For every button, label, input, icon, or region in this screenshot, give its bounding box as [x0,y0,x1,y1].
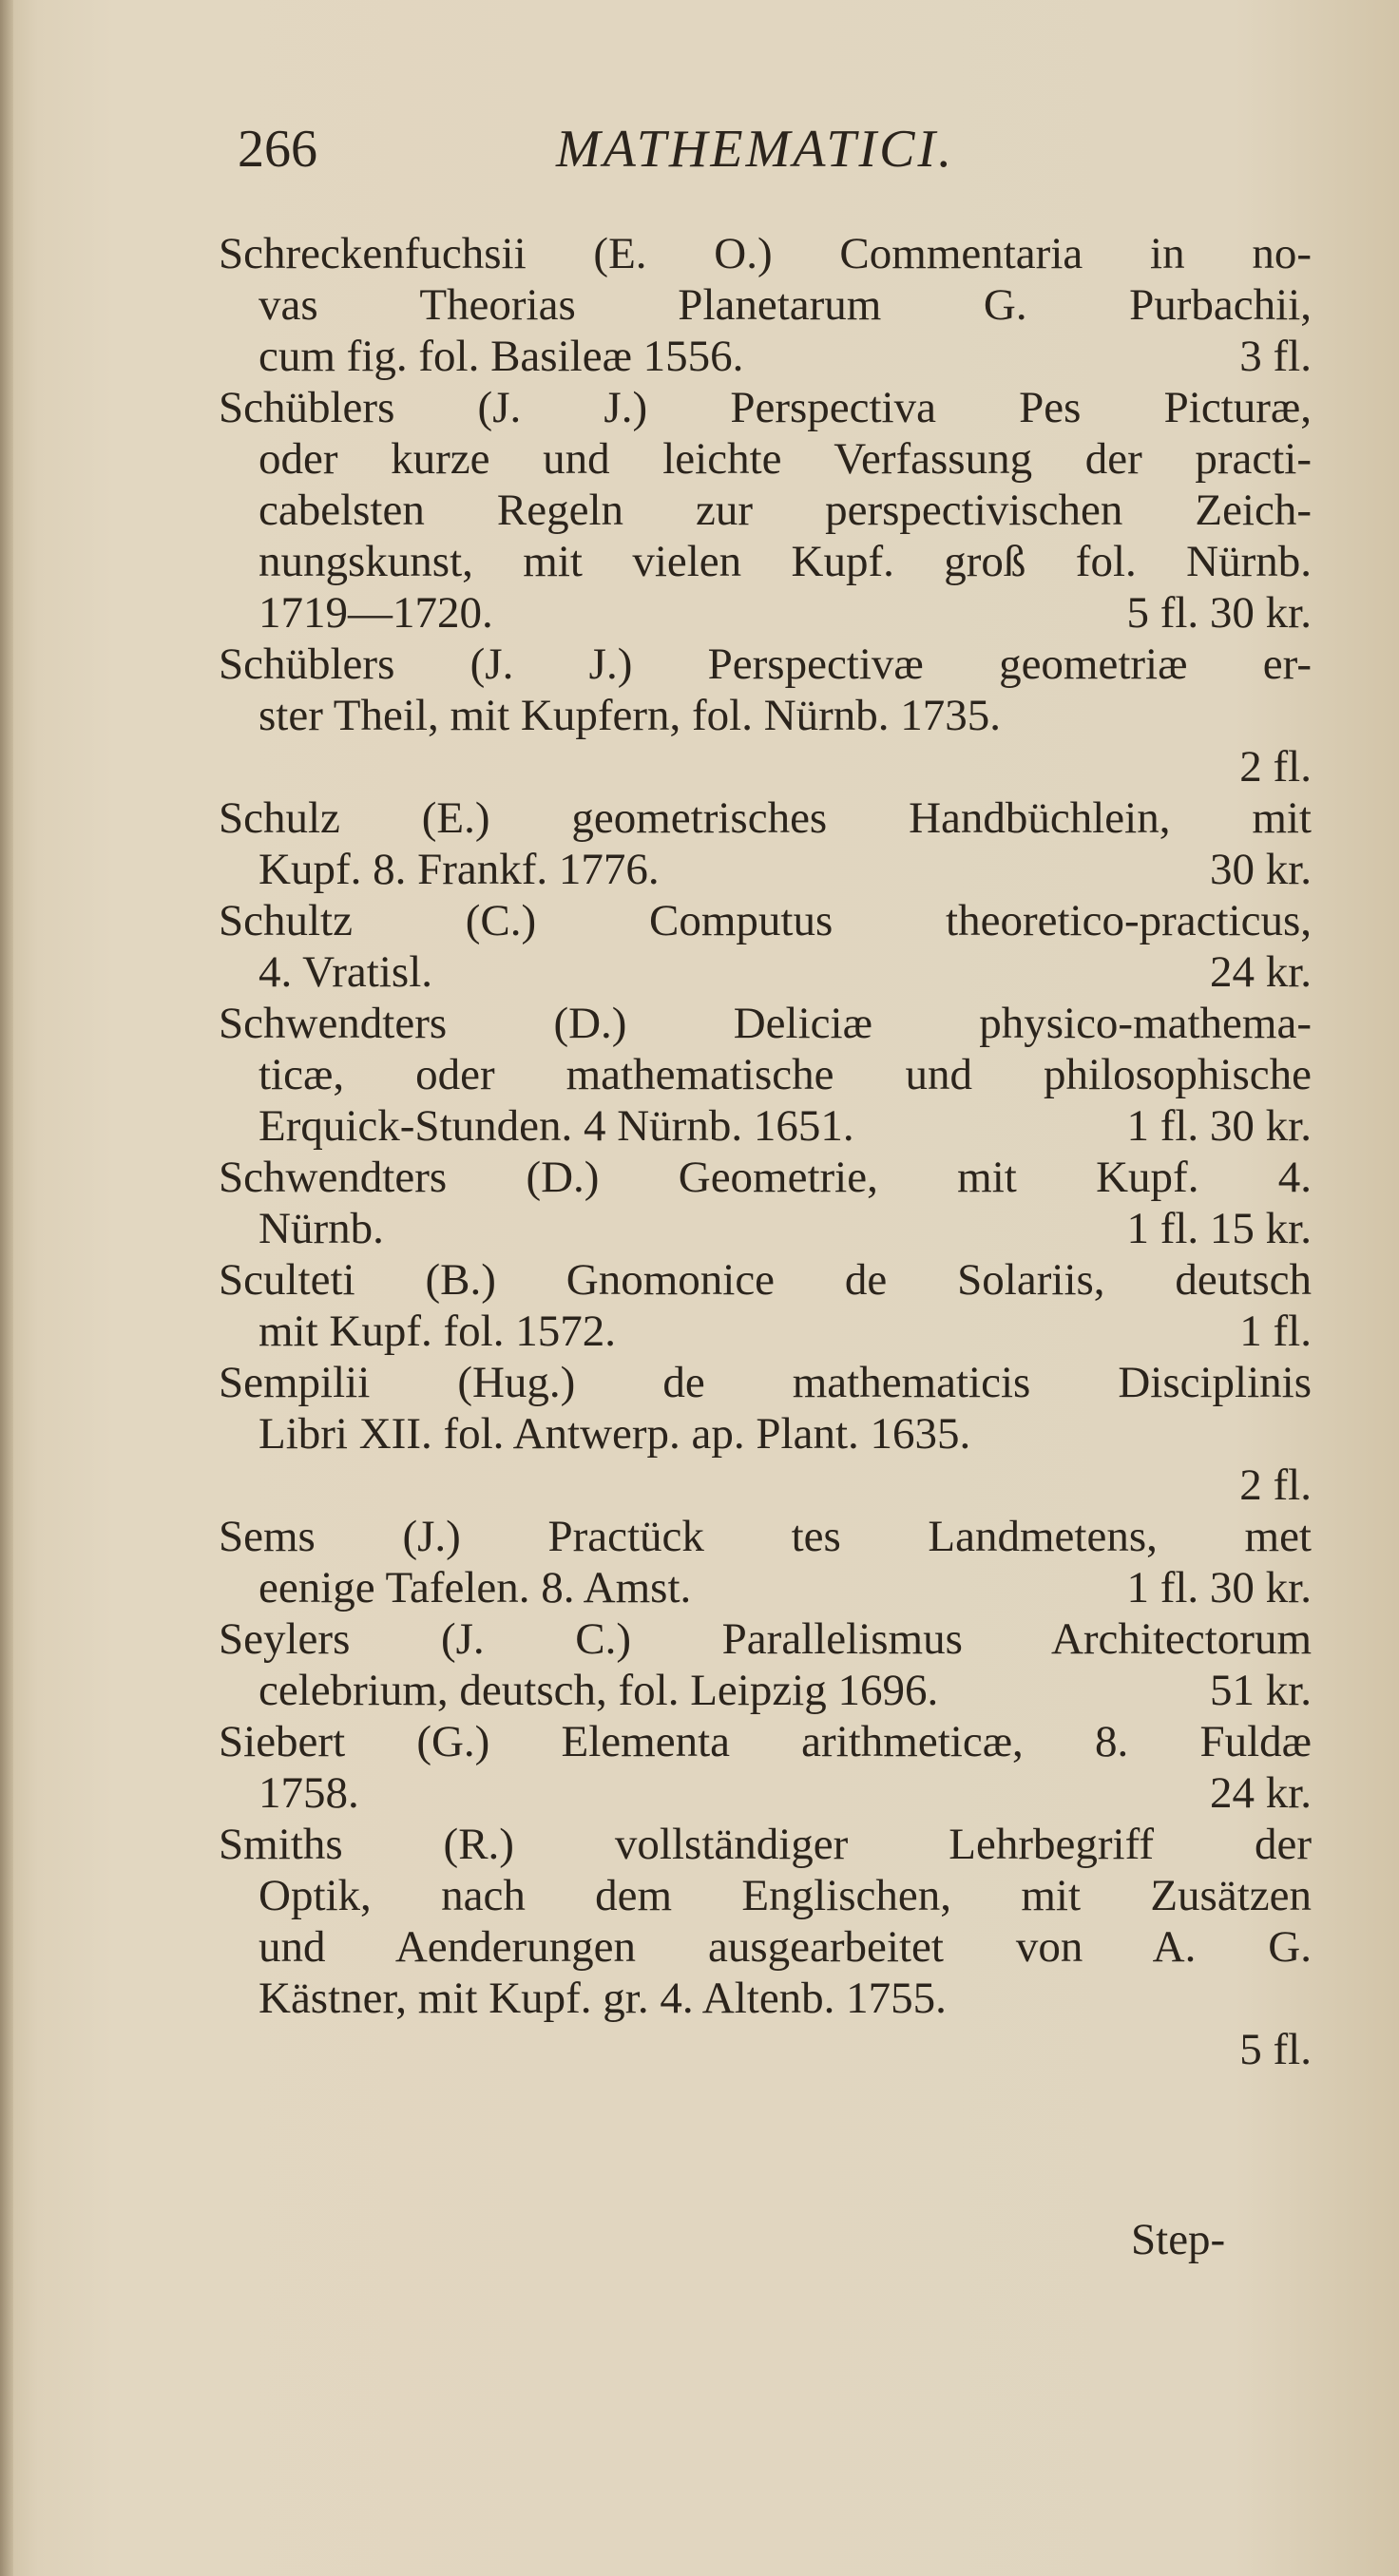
entry-line-text: eenige Tafelen. 8. Amst. [259,1563,692,1612]
entry-continuation-line [219,1203,1312,1254]
entry-continuation-line [219,587,1312,639]
entry-heading-line: Sempilii (Hug.) de mathematicis Disciplinis [219,1358,1312,1407]
entry-price-line [219,1460,1312,1511]
entry-continuation-line [219,1767,1312,1819]
entry-continuation-line [219,331,1312,382]
page-edge-shadow [0,0,13,2576]
catalog-entry [219,382,1312,639]
entry-line-text: Erquick-Stunden. 4 Nürnb. 1651. [259,1101,854,1151]
catalog-entries [219,228,1312,2075]
entry-line-text: 1719—1720. [259,588,493,638]
entry-continuation-line: Libri XII. fol. Antwerp. ap. Plant. 1635. [259,1409,971,1459]
entry-price: 3 fl. [1239,332,1312,381]
catalog-entry [219,1511,1312,1613]
entry-continuation-line: cabelsten Regeln zur perspectivischen Zeich- [259,486,1312,535]
entry-continuation-line: ticæ, oder mathematische und philosophische [259,1050,1312,1099]
entry-price: 1 fl. 15 kr. [1126,1204,1312,1253]
catalog-entry [219,1716,1312,1819]
entry-heading-line: Sems (J.) Practück tes Landmetens, met [219,1512,1312,1561]
entry-price: 1 fl. [1239,1307,1312,1356]
entry-heading-line: Smiths (R.) vollständiger Lehrbegriff der [219,1820,1312,1869]
entry-continuation-line: oder kurze und leichte Verfassung der practi- [259,434,1312,484]
entry-heading-line: Schreckenfuchsii (E. O.) Commentaria in no- [219,229,1312,278]
entry-heading-line: Seylers (J. C.) Parallelismus Architectorum [219,1614,1312,1664]
entry-line-text: celebrium, deutsch, fol. Leipzig 1696. [259,1666,939,1715]
entry-heading-line: Schüblers (J. J.) Perspectiva Pes Picturæ, [219,383,1312,432]
entry-price-line [219,2024,1312,2075]
entry-continuation-line: vas Theorias Planetarum G. Purbachii, [259,280,1312,330]
entry-price: 5 fl. 30 kr. [1126,588,1312,638]
page-header [228,119,1179,195]
entry-line-text: Kupf. 8. Frankf. 1776. [259,845,660,894]
entry-heading-line: Schwendters (D.) Geometrie, mit Kupf. 4. [219,1153,1312,1202]
entry-continuation-line [219,1562,1312,1613]
catalog-entry [219,998,1312,1152]
catalog-entry [219,1357,1312,1511]
entry-price: 1 fl. 30 kr. [1126,1101,1312,1151]
page-number: 266 [238,120,317,179]
entry-continuation-line [219,1100,1312,1152]
entry-line-text: Nürnb. [259,1204,384,1253]
entry-continuation-line: Kästner, mit Kupf. gr. 4. Altenb. 1755. [259,1974,947,2023]
running-title: MATHEMATICI. [556,120,955,179]
entry-heading-line: Siebert (G.) Elementa arithmeticæ, 8. Fuldæ [219,1717,1312,1766]
entry-line-text: 1758. [259,1768,359,1818]
entry-price: 51 kr. [1209,1666,1312,1715]
entry-price: 24 kr. [1209,1768,1312,1818]
catalog-entry [219,639,1312,792]
entry-line-text: cum fig. fol. Basileæ 1556. [259,332,744,381]
catalog-entry [219,1613,1312,1716]
entry-continuation-line [219,1306,1312,1357]
entry-continuation-line: nungskunst, mit vielen Kupf. groß fol. Nürnb. [259,537,1312,586]
entry-continuation-line [219,844,1312,895]
entry-continuation-line [219,1665,1312,1716]
entry-heading-line: Schultz (C.) Computus theoretico-practicus, [219,896,1312,945]
entry-price: 1 fl. 30 kr. [1126,1563,1312,1612]
entry-continuation-line [219,946,1312,998]
entry-line-text: 4. Vratisl. [259,947,432,997]
catalog-entry [219,792,1312,895]
entry-heading-line: Schwendters (D.) Deliciæ physico-mathema- [219,999,1312,1048]
entry-price: 2 fl. [1239,1460,1312,1510]
entry-line-text: mit Kupf. fol. 1572. [259,1307,616,1356]
entry-continuation-line: Optik, nach dem Englischen, mit Zusätzen [259,1871,1312,1920]
entry-continuation-line: ster Theil, mit Kupfern, fol. Nürnb. 1735. [259,691,1002,740]
entry-price: 2 fl. [1239,742,1312,792]
catalog-entry [219,1254,1312,1357]
catalog-entry [219,228,1312,382]
catalog-entry [219,1819,1312,2075]
entry-heading-line: Schulz (E.) geometrisches Handbüchlein, mit [219,793,1312,843]
catalog-entry [219,895,1312,998]
entry-heading-line: Sculteti (B.) Gnomonice de Solariis, deutsch [219,1255,1312,1305]
catalog-entry [219,1152,1312,1254]
catchword: Step- [1131,2215,1226,2264]
entry-price: 24 kr. [1209,947,1312,997]
entry-price: 30 kr. [1209,845,1312,894]
entry-price: 5 fl. [1239,2025,1312,2074]
entry-heading-line: Schüblers (J. J.) Perspectivæ geometriæ er- [219,639,1312,689]
entry-price-line [219,741,1312,792]
entry-continuation-line: und Aenderungen ausgearbeitet von A. G. [259,1922,1312,1972]
